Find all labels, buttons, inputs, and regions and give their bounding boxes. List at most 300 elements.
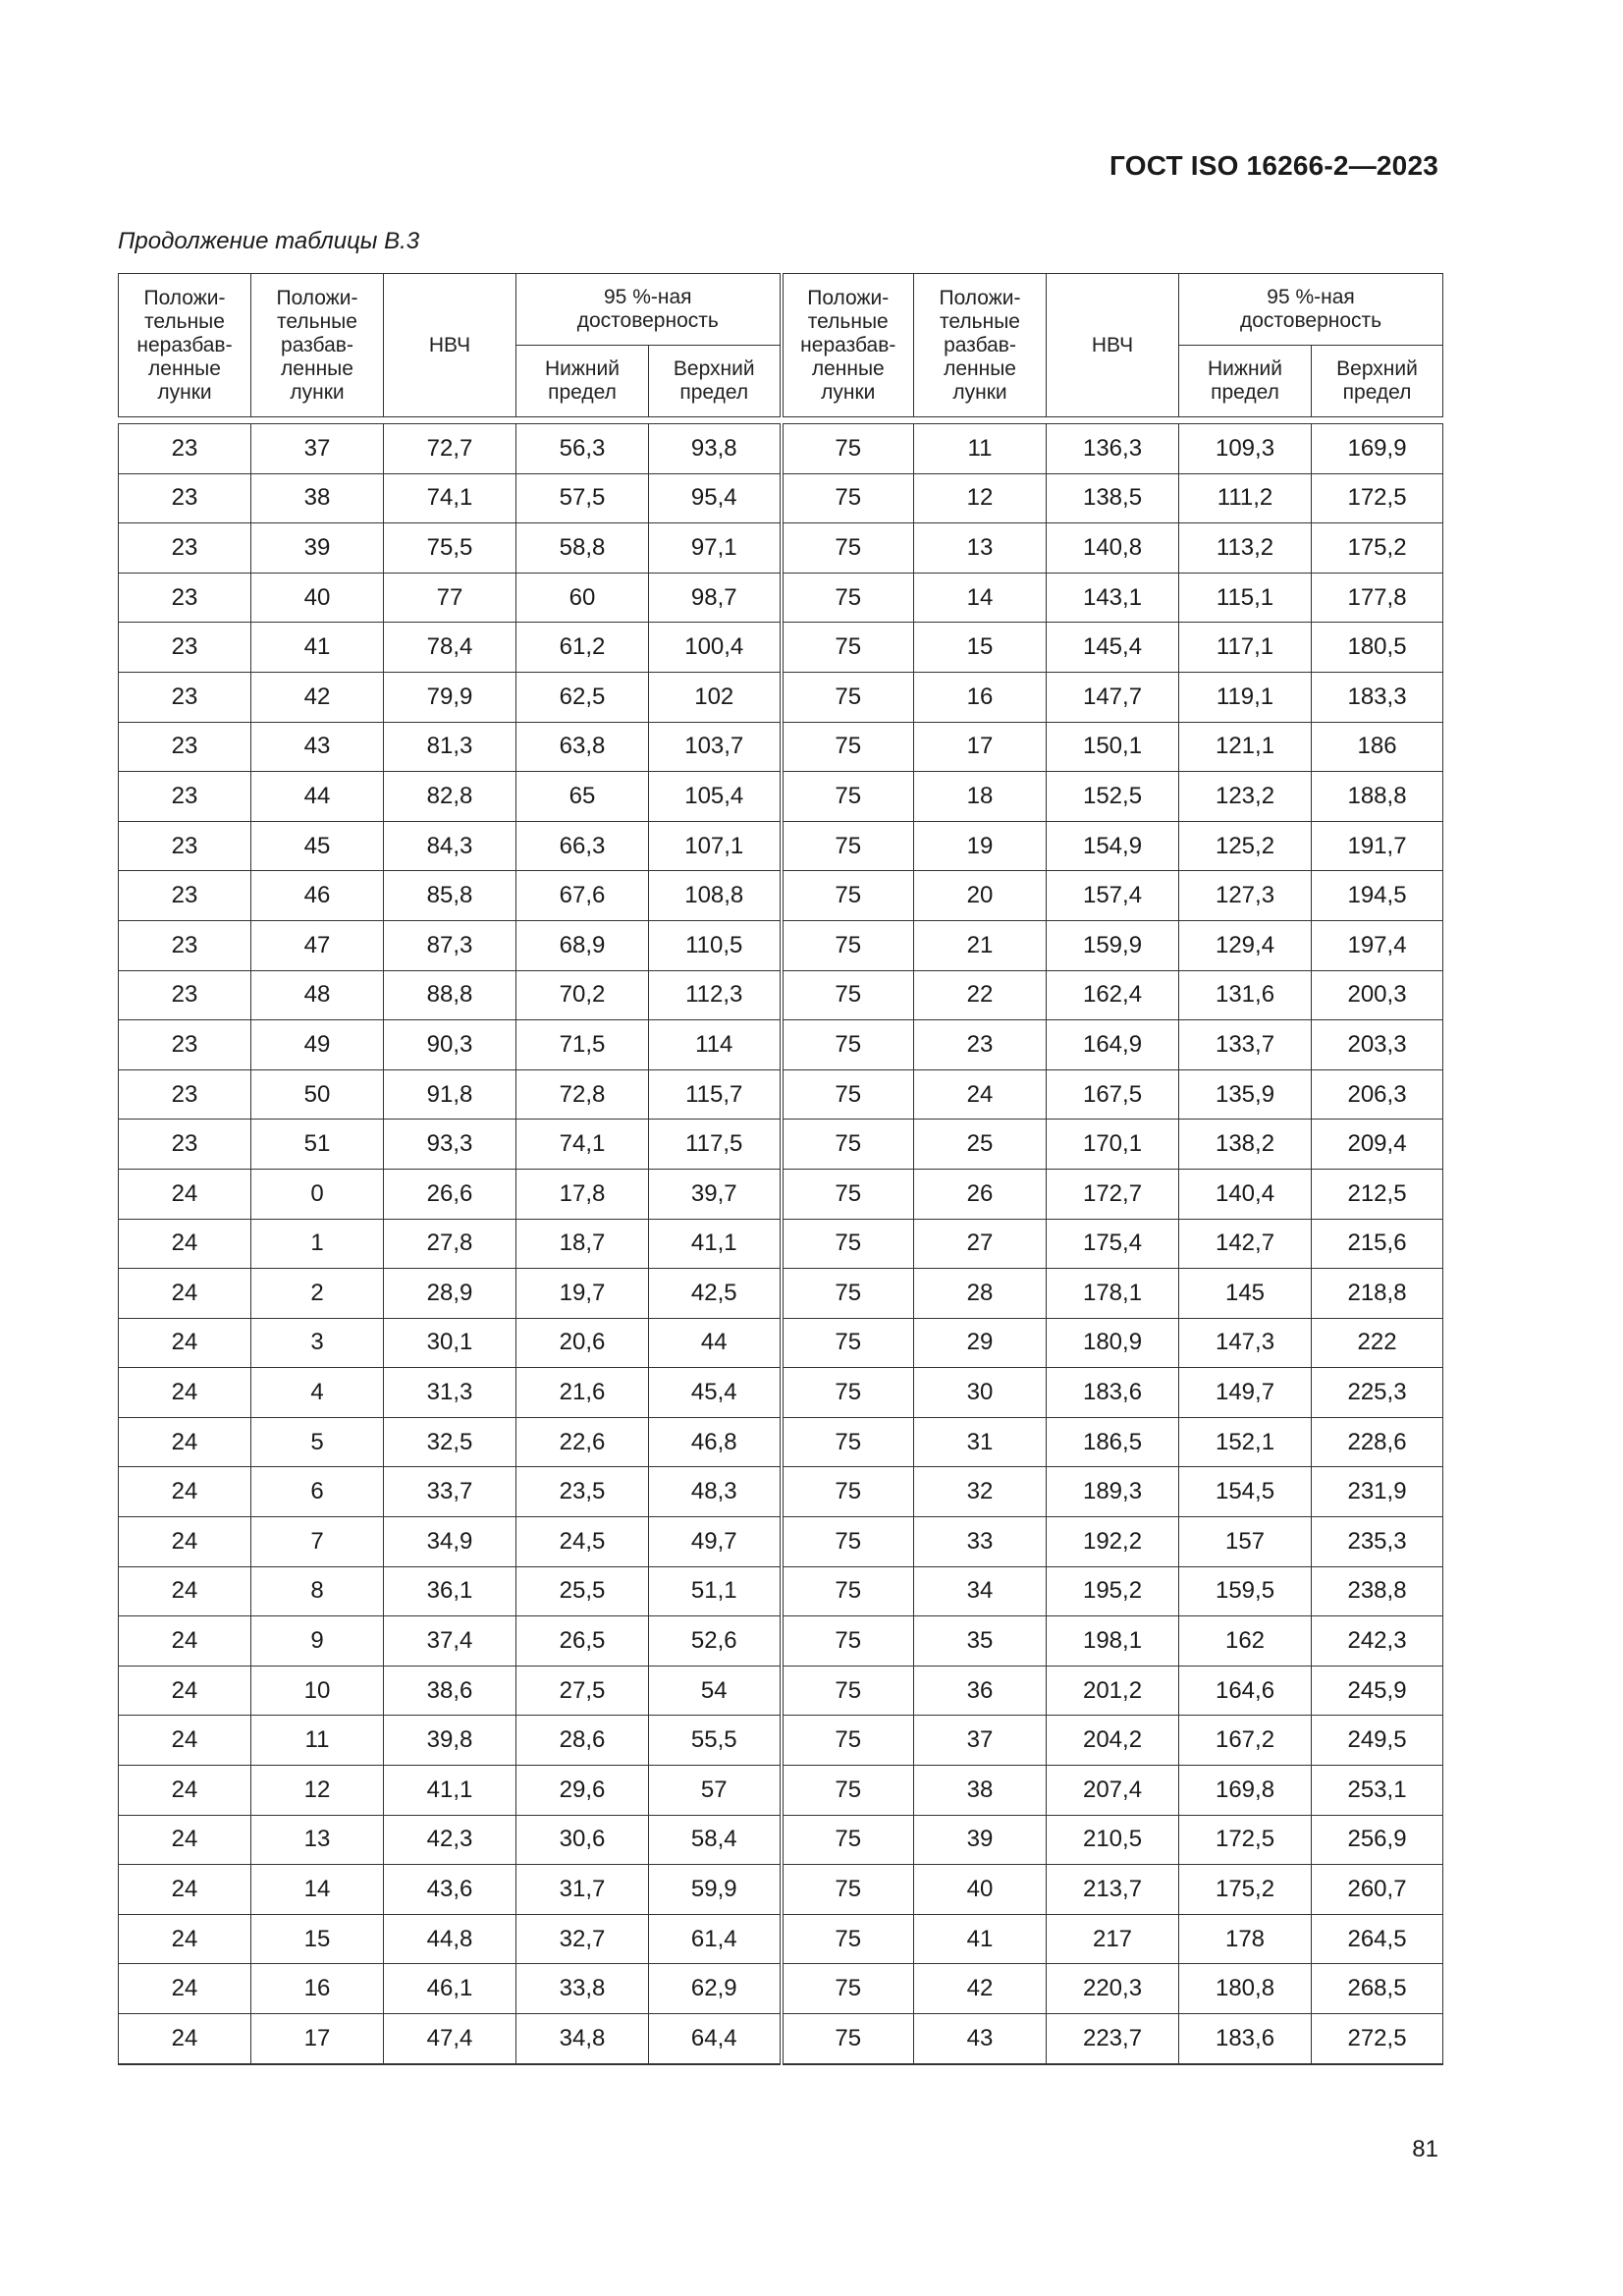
table-cell: 1 (251, 1219, 384, 1269)
table-cell: 85,8 (384, 871, 516, 921)
table-row (119, 1219, 1443, 1269)
table-cell: 13 (251, 1815, 384, 1865)
table-cell: 75 (782, 772, 914, 822)
table-cell: 164,9 (1047, 1020, 1179, 1070)
table-cell: 24 (119, 1566, 251, 1616)
table-cell: 37 (914, 1716, 1047, 1766)
table-cell: 79,9 (384, 672, 516, 722)
table-cell: 62,9 (649, 1964, 782, 2014)
table-cell: 26,6 (384, 1169, 516, 1219)
table-cell: 213,7 (1047, 1865, 1179, 1915)
table-cell: 23 (119, 473, 251, 523)
header-upper-limit (649, 346, 782, 417)
table-cell: 48,3 (649, 1467, 782, 1517)
table-cell: 75 (782, 2014, 914, 2064)
table-cell: 140,8 (1047, 523, 1179, 574)
table-cell: 114 (649, 1020, 782, 1070)
table-cell: 113,2 (1179, 523, 1312, 574)
table-cell: 180,8 (1179, 1964, 1312, 2014)
table-cell: 19 (914, 821, 1047, 871)
table-cell: 183,6 (1047, 1368, 1179, 1418)
table-row (119, 722, 1443, 772)
table-cell: 23 (119, 1069, 251, 1120)
table-cell: 129,4 (1179, 920, 1312, 970)
table-cell: 131,6 (1179, 970, 1312, 1020)
table-cell: 175,4 (1047, 1219, 1179, 1269)
table-row (119, 821, 1443, 871)
table-cell: 75 (782, 523, 914, 574)
header-upper-limit (1312, 346, 1443, 417)
table-cell: 75 (782, 1020, 914, 1070)
header-label: Нижний предел (544, 357, 620, 404)
table-cell: 75 (782, 424, 914, 474)
table-cell: 57 (649, 1766, 782, 1816)
table-cell: 93,3 (384, 1120, 516, 1170)
table-cell: 23 (119, 573, 251, 623)
table-cell: 228,6 (1312, 1417, 1443, 1467)
table-cell: 24 (119, 1219, 251, 1269)
table-cell: 102 (649, 672, 782, 722)
table-cell: 25 (914, 1120, 1047, 1170)
header-label: Положи- тельные неразбав- ленные лунки (136, 286, 233, 404)
table-cell: 30,6 (516, 1815, 649, 1865)
table-cell: 164,6 (1179, 1666, 1312, 1716)
table-cell: 7 (251, 1517, 384, 1567)
table-cell: 121,1 (1179, 722, 1312, 772)
table-cell: 28,9 (384, 1269, 516, 1319)
table-cell: 60 (516, 573, 649, 623)
table-cell: 75 (782, 1566, 914, 1616)
table-cell: 23 (119, 623, 251, 673)
table-cell: 67,6 (516, 871, 649, 921)
table-caption: Продолжение таблицы В.3 (118, 228, 420, 254)
header-lower-limit (1179, 346, 1312, 417)
table-cell: 180,9 (1047, 1318, 1179, 1368)
table-cell: 37 (251, 424, 384, 474)
table-cell: 19,7 (516, 1269, 649, 1319)
table-cell: 107,1 (649, 821, 782, 871)
table-cell: 22 (914, 970, 1047, 1020)
table-cell: 82,8 (384, 772, 516, 822)
table-cell: 24 (119, 1269, 251, 1319)
table-row (119, 1517, 1443, 1567)
table-cell: 24 (119, 1964, 251, 2014)
table-cell: 231,9 (1312, 1467, 1443, 1517)
table-cell: 194,5 (1312, 871, 1443, 921)
table-cell: 23 (119, 722, 251, 772)
table-row (119, 1020, 1443, 1070)
table-cell: 23 (119, 672, 251, 722)
table-cell: 49 (251, 1020, 384, 1070)
table-cell: 75 (782, 871, 914, 921)
table-cell: 210,5 (1047, 1815, 1179, 1865)
table-cell: 21,6 (516, 1368, 649, 1418)
table-cell: 159,9 (1047, 920, 1179, 970)
table-cell: 109,3 (1179, 424, 1312, 474)
table-cell: 33 (914, 1517, 1047, 1567)
table-cell: 11 (251, 1716, 384, 1766)
table-cell: 145,4 (1047, 623, 1179, 673)
table-cell: 40 (914, 1865, 1047, 1915)
table-cell: 78,4 (384, 623, 516, 673)
table-cell: 75 (782, 1467, 914, 1517)
table-cell: 249,5 (1312, 1716, 1443, 1766)
table-cell: 49,7 (649, 1517, 782, 1567)
table-cell: 31,3 (384, 1368, 516, 1418)
table-cell: 140,4 (1179, 1169, 1312, 1219)
table-cell: 33,8 (516, 1964, 649, 2014)
table-row (119, 1269, 1443, 1319)
table-cell: 220,3 (1047, 1964, 1179, 2014)
table-cell: 186 (1312, 722, 1443, 772)
table-cell: 31 (914, 1417, 1047, 1467)
table-cell: 4 (251, 1368, 384, 1418)
table-row (119, 1666, 1443, 1716)
table-cell: 23 (119, 424, 251, 474)
table-cell: 162 (1179, 1616, 1312, 1667)
table-cell: 188,8 (1312, 772, 1443, 822)
table-cell: 256,9 (1312, 1815, 1443, 1865)
table-cell: 87,3 (384, 920, 516, 970)
table-cell: 189,3 (1047, 1467, 1179, 1517)
table-cell: 135,9 (1179, 1069, 1312, 1120)
table-cell: 52,6 (649, 1616, 782, 1667)
table-cell: 253,1 (1312, 1766, 1443, 1816)
table-cell: 157,4 (1047, 871, 1179, 921)
table-cell: 39,7 (649, 1169, 782, 1219)
header-positive-diluted (914, 274, 1047, 417)
table-cell: 154,5 (1179, 1467, 1312, 1517)
table-cell: 46,8 (649, 1417, 782, 1467)
table-cell: 17 (251, 2014, 384, 2064)
table-row (119, 1069, 1443, 1120)
table-cell: 20,6 (516, 1318, 649, 1368)
table-cell: 183,6 (1179, 2014, 1312, 2064)
table-cell: 111,2 (1179, 473, 1312, 523)
table-cell: 58,8 (516, 523, 649, 574)
table-cell: 40 (251, 573, 384, 623)
document-code: ГОСТ ISO 16266-2—2023 (1109, 150, 1438, 181)
table-cell: 47 (251, 920, 384, 970)
table-cell: 268,5 (1312, 1964, 1443, 2014)
table-cell: 23 (119, 970, 251, 1020)
header-confidence (1179, 274, 1443, 346)
table-row (119, 1964, 1443, 2014)
table-cell: 24 (119, 1467, 251, 1517)
table-cell: 75 (782, 1517, 914, 1567)
table-row (119, 1169, 1443, 1219)
table-cell: 90,3 (384, 1020, 516, 1070)
table-cell: 10 (251, 1666, 384, 1716)
table-cell: 75 (782, 1616, 914, 1667)
table-cell: 41,1 (649, 1219, 782, 1269)
table-cell: 75 (782, 1069, 914, 1120)
table-cell: 123,2 (1179, 772, 1312, 822)
table-cell: 9 (251, 1616, 384, 1667)
table-cell: 105,4 (649, 772, 782, 822)
table-cell: 39 (914, 1815, 1047, 1865)
table-cell: 24 (119, 1716, 251, 1766)
table-cell: 23 (119, 920, 251, 970)
table-cell: 75 (782, 623, 914, 673)
table-cell: 2 (251, 1269, 384, 1319)
table-cell: 29 (914, 1318, 1047, 1368)
table-cell: 72,7 (384, 424, 516, 474)
table-cell: 162,4 (1047, 970, 1179, 1020)
table-cell: 117,1 (1179, 623, 1312, 673)
table-cell: 68,9 (516, 920, 649, 970)
table-cell: 28,6 (516, 1716, 649, 1766)
table-cell: 46 (251, 871, 384, 921)
table-cell: 264,5 (1312, 1914, 1443, 1964)
table-cell: 28 (914, 1269, 1047, 1319)
table-cell: 172,5 (1179, 1815, 1312, 1865)
table-cell: 217 (1047, 1914, 1179, 1964)
table-cell: 3 (251, 1318, 384, 1368)
table-cell: 27,8 (384, 1219, 516, 1269)
table-cell: 37,4 (384, 1616, 516, 1667)
table-cell: 75 (782, 1766, 914, 1816)
table-cell: 13 (914, 523, 1047, 574)
table-cell: 23 (119, 1020, 251, 1070)
header-label: Положи- тельные разбав- ленные лунки (276, 286, 358, 404)
table-cell: 75 (782, 573, 914, 623)
table-cell: 30 (914, 1368, 1047, 1418)
header-lower-limit (516, 346, 649, 417)
table-cell: 18,7 (516, 1219, 649, 1269)
table-cell: 17 (914, 722, 1047, 772)
table-cell: 27,5 (516, 1666, 649, 1716)
table-cell: 50 (251, 1069, 384, 1120)
table-cell: 127,3 (1179, 871, 1312, 921)
table-row (119, 1766, 1443, 1816)
table-row (119, 672, 1443, 722)
table-cell: 97,1 (649, 523, 782, 574)
table-cell: 23 (119, 1120, 251, 1170)
table-cell: 91,8 (384, 1069, 516, 1120)
header-label: Верхний предел (1336, 357, 1418, 404)
table-cell: 43 (251, 722, 384, 772)
header-label: 95 %-ная достоверность (1239, 286, 1382, 332)
table-cell: 75 (782, 1318, 914, 1368)
table-cell: 8 (251, 1566, 384, 1616)
table-cell: 238,8 (1312, 1566, 1443, 1616)
table-cell: 16 (914, 672, 1047, 722)
table-cell: 133,7 (1179, 1020, 1312, 1070)
table-cell: 115,7 (649, 1069, 782, 1120)
table-cell: 44 (649, 1318, 782, 1368)
table-cell: 33,7 (384, 1467, 516, 1517)
header-label: НВЧ (428, 333, 471, 356)
data-table (118, 273, 1443, 2065)
table-cell: 75 (782, 1964, 914, 2014)
table-cell: 42 (251, 672, 384, 722)
table-cell: 167,2 (1179, 1716, 1312, 1766)
header-gap (119, 417, 1443, 424)
table-cell: 38,6 (384, 1666, 516, 1716)
table-cell: 55,5 (649, 1716, 782, 1766)
table-cell: 75 (782, 1666, 914, 1716)
table-cell: 212,5 (1312, 1169, 1443, 1219)
table-cell: 11 (914, 424, 1047, 474)
table-cell: 51,1 (649, 1566, 782, 1616)
table-cell: 64,4 (649, 2014, 782, 2064)
table-cell: 36,1 (384, 1566, 516, 1616)
table-cell: 24 (119, 2014, 251, 2064)
header-positive-undiluted (782, 274, 914, 417)
table-cell: 6 (251, 1467, 384, 1517)
table-cell: 169,9 (1312, 424, 1443, 474)
table-cell: 115,1 (1179, 573, 1312, 623)
table-cell: 34,8 (516, 2014, 649, 2064)
table-cell: 204,2 (1047, 1716, 1179, 1766)
table-cell: 47,4 (384, 2014, 516, 2064)
table-cell: 24 (119, 1865, 251, 1915)
table-cell: 177,8 (1312, 573, 1443, 623)
table-row (119, 1417, 1443, 1467)
table-row (119, 1865, 1443, 1915)
table-cell: 112,3 (649, 970, 782, 1020)
table-cell: 117,5 (649, 1120, 782, 1170)
table-cell: 0 (251, 1169, 384, 1219)
table-cell: 23 (119, 821, 251, 871)
table-cell: 54 (649, 1666, 782, 1716)
table-cell: 138,5 (1047, 473, 1179, 523)
table-cell: 27 (914, 1219, 1047, 1269)
table-cell: 170,1 (1047, 1120, 1179, 1170)
table-cell: 75 (782, 672, 914, 722)
table-cell: 260,7 (1312, 1865, 1443, 1915)
table-cell: 46,1 (384, 1964, 516, 2014)
table-cell: 30,1 (384, 1318, 516, 1368)
table-cell: 17,8 (516, 1169, 649, 1219)
table-row (119, 1318, 1443, 1368)
table-cell: 74,1 (384, 473, 516, 523)
table-cell: 66,3 (516, 821, 649, 871)
table-cell: 178 (1179, 1914, 1312, 1964)
table-cell: 24 (119, 1914, 251, 1964)
header-positive-undiluted (119, 274, 251, 417)
table-cell: 225,3 (1312, 1368, 1443, 1418)
table-row (119, 1914, 1443, 1964)
table-cell: 152,5 (1047, 772, 1179, 822)
table-row (119, 424, 1443, 474)
table-row (119, 1566, 1443, 1616)
table-cell: 95,4 (649, 473, 782, 523)
table-cell: 167,5 (1047, 1069, 1179, 1120)
table-cell: 24 (119, 1368, 251, 1418)
table-cell: 75 (782, 1219, 914, 1269)
table-cell: 103,7 (649, 722, 782, 772)
table-cell: 195,2 (1047, 1566, 1179, 1616)
table-cell: 149,7 (1179, 1368, 1312, 1418)
table-cell: 34,9 (384, 1517, 516, 1567)
table-cell: 147,3 (1179, 1318, 1312, 1368)
table-cell: 32,7 (516, 1914, 649, 1964)
table-cell: 186,5 (1047, 1417, 1179, 1467)
table-cell: 21 (914, 920, 1047, 970)
table-cell: 42,5 (649, 1269, 782, 1319)
table-cell: 75 (782, 1368, 914, 1418)
table-cell: 32,5 (384, 1417, 516, 1467)
table-row (119, 473, 1443, 523)
table-cell: 45,4 (649, 1368, 782, 1418)
table-cell: 209,4 (1312, 1120, 1443, 1170)
table-cell: 77 (384, 573, 516, 623)
table-cell: 119,1 (1179, 672, 1312, 722)
table-cell: 20 (914, 871, 1047, 921)
table-cell: 175,2 (1312, 523, 1443, 574)
header-label: Нижний предел (1208, 357, 1283, 404)
table-cell: 41,1 (384, 1766, 516, 1816)
table-cell: 75 (782, 722, 914, 772)
table-cell: 150,1 (1047, 722, 1179, 772)
table-row (119, 1368, 1443, 1418)
table-cell: 24 (119, 1666, 251, 1716)
table-cell: 75 (782, 1269, 914, 1319)
table-cell: 45 (251, 821, 384, 871)
table-cell: 14 (914, 573, 1047, 623)
table-cell: 62,5 (516, 672, 649, 722)
table-cell: 200,3 (1312, 970, 1443, 1020)
table-cell: 59,9 (649, 1865, 782, 1915)
table-cell: 272,5 (1312, 2014, 1443, 2064)
header-label: Верхний предел (673, 357, 755, 404)
table-cell: 222 (1312, 1318, 1443, 1368)
table-cell: 72,8 (516, 1069, 649, 1120)
table-cell: 26 (914, 1169, 1047, 1219)
header-mpn (384, 274, 516, 417)
table-cell: 125,2 (1179, 821, 1312, 871)
table-cell: 70,2 (516, 970, 649, 1020)
table-cell: 143,1 (1047, 573, 1179, 623)
table-cell: 98,7 (649, 573, 782, 623)
header-positive-diluted (251, 274, 384, 417)
table-cell: 75 (782, 1417, 914, 1467)
table-cell: 26,5 (516, 1616, 649, 1667)
table-cell: 23,5 (516, 1467, 649, 1517)
table-cell: 16 (251, 1964, 384, 2014)
table-cell: 71,5 (516, 1020, 649, 1070)
table-cell: 245,9 (1312, 1666, 1443, 1716)
table-cell: 51 (251, 1120, 384, 1170)
table-cell: 41 (914, 1914, 1047, 1964)
table-cell: 197,4 (1312, 920, 1443, 970)
table-cell: 235,3 (1312, 1517, 1443, 1567)
table-cell: 36 (914, 1666, 1047, 1716)
table-cell: 42 (914, 1964, 1047, 2014)
table-cell: 24 (119, 1517, 251, 1567)
table-cell: 203,3 (1312, 1020, 1443, 1070)
table-cell: 75 (782, 920, 914, 970)
table-cell: 154,9 (1047, 821, 1179, 871)
table-cell: 88,8 (384, 970, 516, 1020)
table-cell: 43 (914, 2014, 1047, 2064)
table-cell: 61,4 (649, 1914, 782, 1964)
header-label: Положи- тельные разбав- ленные лунки (939, 286, 1021, 404)
table-cell: 24 (119, 1766, 251, 1816)
table-cell: 180,5 (1312, 623, 1443, 673)
header-confidence (516, 274, 782, 346)
table-cell: 178,1 (1047, 1269, 1179, 1319)
table-cell: 75 (782, 1716, 914, 1766)
table-row (119, 1467, 1443, 1517)
table-row (119, 772, 1443, 822)
table-cell: 34 (914, 1566, 1047, 1616)
table-cell: 5 (251, 1417, 384, 1467)
table-cell: 18 (914, 772, 1047, 822)
table-row (119, 871, 1443, 921)
